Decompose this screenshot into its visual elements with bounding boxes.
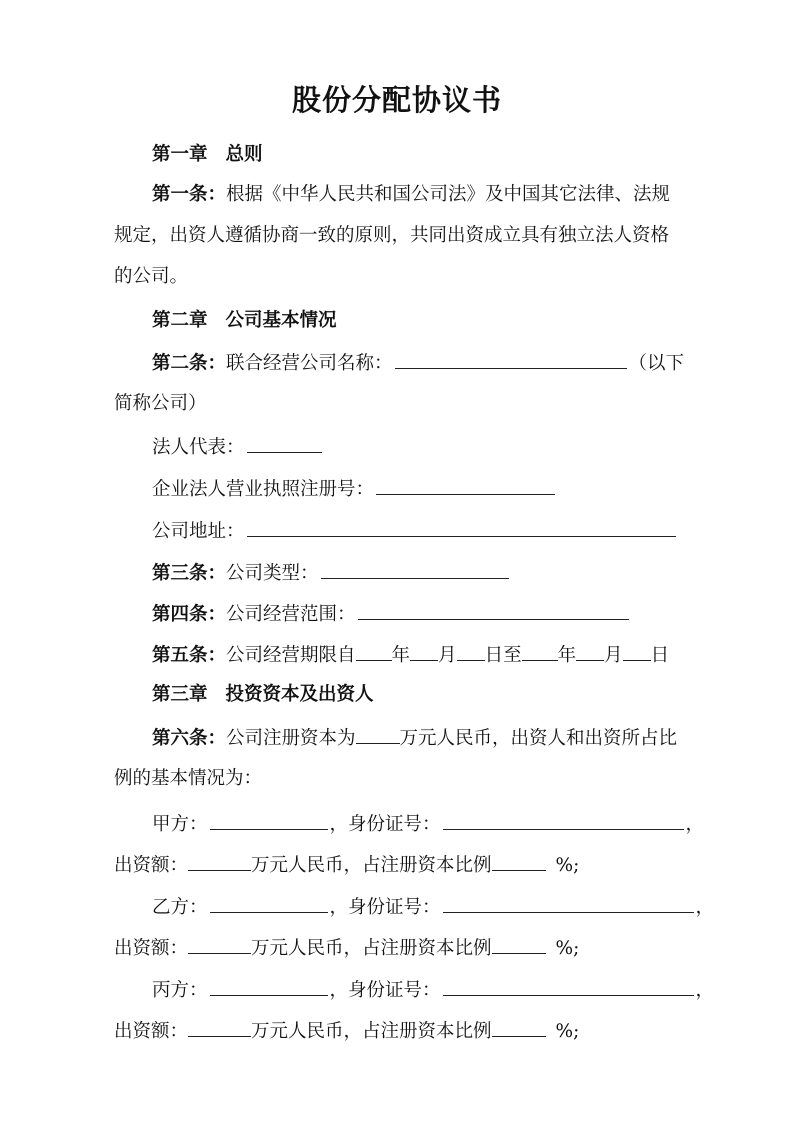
ratio-blank[interactable] bbox=[492, 935, 546, 954]
party-name-blank[interactable] bbox=[210, 811, 328, 830]
legal-rep-label: 法人代表： bbox=[152, 437, 245, 458]
article-5 bbox=[152, 642, 669, 668]
party-name-blank[interactable] bbox=[210, 894, 328, 913]
party-a-row bbox=[152, 811, 704, 837]
chapter-2-heading bbox=[152, 309, 337, 333]
party-label: 甲方： bbox=[152, 814, 208, 835]
article-text-after: 万元人民币，出资人和出资所占比 bbox=[399, 728, 678, 749]
start-month-blank[interactable] bbox=[410, 642, 438, 661]
address-blank[interactable] bbox=[247, 518, 676, 537]
article-text: 公司经营期限自 bbox=[226, 645, 356, 666]
company-name-blank[interactable] bbox=[395, 350, 627, 369]
reg-number-label: 企业法人营业执照注册号： bbox=[152, 479, 375, 500]
article-text: 联合经营公司名称： bbox=[226, 353, 393, 374]
percent-label: %; bbox=[555, 855, 580, 876]
company-type-blank[interactable] bbox=[321, 560, 509, 579]
article-1-line-3: 的公司。 bbox=[114, 266, 189, 287]
month-label: 月 bbox=[438, 645, 457, 666]
capital-blank[interactable] bbox=[356, 725, 400, 744]
article-label: 第四条： bbox=[152, 604, 227, 625]
day-to-label: 日至 bbox=[484, 645, 522, 666]
amount-label: 出资额： bbox=[114, 1021, 189, 1042]
party-a-contribution bbox=[114, 852, 579, 878]
legal-rep-blank[interactable] bbox=[247, 434, 322, 453]
address-label: 公司地址： bbox=[152, 521, 245, 542]
article-text: 根据《中华人民共和国公司法》及中国其它法律、法规 bbox=[226, 184, 671, 205]
chapter-1-heading bbox=[152, 143, 263, 167]
article-text: 公司注册资本为 bbox=[226, 728, 356, 749]
comma: ， bbox=[695, 980, 715, 1001]
month-label: 月 bbox=[604, 645, 623, 666]
percent-label: %; bbox=[555, 938, 580, 959]
chapter-label: 第三章 bbox=[152, 684, 208, 705]
amount-label: 出资额： bbox=[114, 938, 189, 959]
article-1 bbox=[152, 183, 670, 207]
id-label: ，身份证号： bbox=[329, 980, 441, 1001]
chapter-label: 第二章 bbox=[152, 310, 208, 331]
party-c-contribution bbox=[114, 1018, 579, 1044]
party-name-blank[interactable] bbox=[210, 977, 328, 996]
unit-label: 万元人民币，占注册资本比例 bbox=[251, 938, 492, 959]
article-2 bbox=[152, 350, 684, 376]
ratio-blank[interactable] bbox=[492, 852, 546, 871]
percent-label: %; bbox=[555, 1021, 580, 1042]
id-number-blank[interactable] bbox=[443, 811, 684, 830]
party-b-row bbox=[152, 894, 714, 920]
end-day-blank[interactable] bbox=[623, 642, 651, 661]
start-year-blank[interactable] bbox=[356, 642, 392, 661]
article-label: 第一条： bbox=[152, 184, 227, 205]
ratio-blank[interactable] bbox=[492, 1018, 546, 1037]
comma: ， bbox=[695, 897, 715, 918]
id-number-blank[interactable] bbox=[443, 894, 694, 913]
article-2-line-2: 简称公司） bbox=[114, 393, 207, 414]
article-6-line-2: 例的基本情况为： bbox=[114, 768, 263, 789]
address-row bbox=[152, 518, 678, 544]
article-text-after: （以下 bbox=[628, 353, 685, 374]
end-month-blank[interactable] bbox=[576, 642, 604, 661]
legal-rep-row bbox=[152, 434, 324, 460]
party-label: 乙方： bbox=[152, 897, 208, 918]
article-6 bbox=[152, 725, 677, 751]
end-year-blank[interactable] bbox=[522, 642, 558, 661]
reg-number-blank[interactable] bbox=[376, 476, 555, 495]
party-b-contribution bbox=[114, 935, 579, 961]
article-label: 第二条： bbox=[152, 353, 227, 374]
article-text: 公司经营范围： bbox=[226, 604, 356, 625]
id-number-blank[interactable] bbox=[443, 977, 694, 996]
party-c-row bbox=[152, 977, 714, 1003]
day-label: 日 bbox=[650, 645, 670, 666]
article-label: 第五条： bbox=[152, 645, 227, 666]
article-label: 第六条： bbox=[152, 728, 227, 749]
year-label: 年 bbox=[557, 645, 577, 666]
reg-number-row bbox=[152, 476, 557, 502]
chapter-title: 公司基本情况 bbox=[225, 310, 337, 331]
chapter-title: 总则 bbox=[225, 144, 263, 165]
document-title: 股份分配协议书 bbox=[291, 83, 502, 117]
chapter-3-heading bbox=[152, 683, 374, 707]
id-label: ，身份证号： bbox=[329, 814, 441, 835]
start-day-blank[interactable] bbox=[457, 642, 485, 661]
unit-label: 万元人民币，占注册资本比例 bbox=[251, 1021, 492, 1042]
party-label: 丙方： bbox=[152, 980, 208, 1001]
id-label: ，身份证号： bbox=[329, 897, 441, 918]
unit-label: 万元人民币，占注册资本比例 bbox=[251, 855, 492, 876]
article-3 bbox=[152, 560, 511, 586]
article-1-line-2: 规定，出资人遵循协商一致的原则，共同出资成立具有独立法人资格 bbox=[114, 225, 670, 246]
article-label: 第三条： bbox=[152, 563, 227, 584]
article-4 bbox=[152, 601, 631, 627]
amount-blank[interactable] bbox=[188, 935, 251, 954]
amount-blank[interactable] bbox=[188, 1018, 251, 1037]
business-scope-blank[interactable] bbox=[358, 601, 629, 620]
chapter-title: 投资资本及出资人 bbox=[225, 684, 374, 705]
chapter-label: 第一章 bbox=[152, 144, 208, 165]
amount-blank[interactable] bbox=[188, 852, 251, 871]
amount-label: 出资额： bbox=[114, 855, 189, 876]
year-label: 年 bbox=[391, 645, 411, 666]
article-text: 公司类型： bbox=[226, 563, 319, 584]
comma: ， bbox=[685, 814, 705, 835]
